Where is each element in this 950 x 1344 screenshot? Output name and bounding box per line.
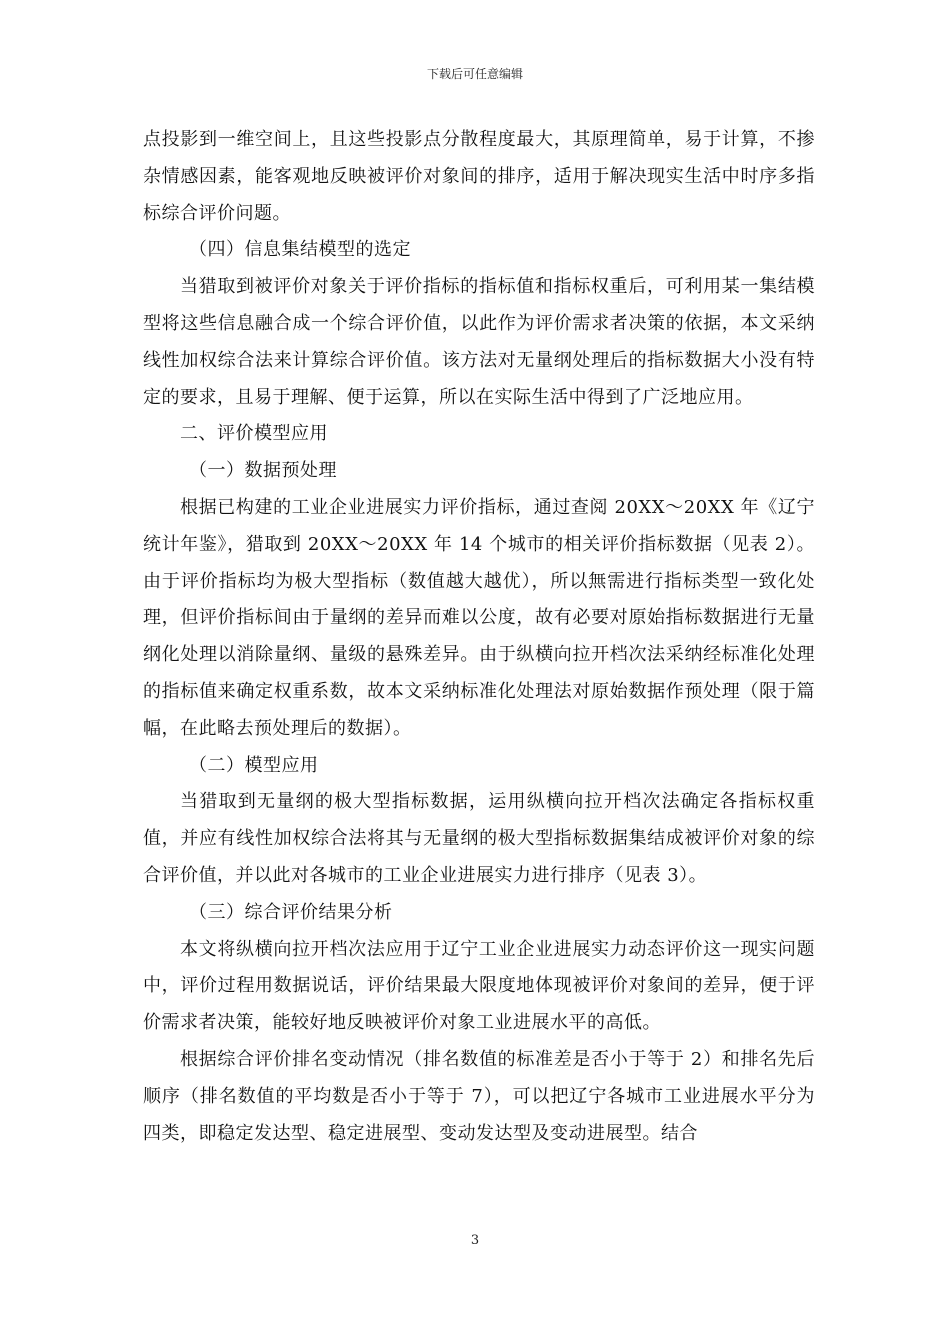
paragraph-aggregation-model: 当猎取到被评价对象关于评价指标的指标值和指标权重后，可利用某一集结模型将这些信息融合成一个综合评价值，以此作为评价需求者决策的依据，本文采纳线性加权综合法来计算综合评价值。该方法对无量纲处理后的指标数据大小没有特定的要求，且易于理解、便于运算，所以在实际生活中得到了广泛地应用。 <box>143 276 815 408</box>
page-header: 下载后可任意编辑 <box>426 67 523 81</box>
paragraph-continuation: 点投影到一维空间上，且这些投影点分散程度最大，其原理简单，易于计算，不掺杂情感因素，能客观地反映被评价对象间的排序，适用于解决现实生活中时序多指标综合评价问题。 <box>143 129 815 224</box>
page-number: 3 <box>470 1233 480 1248</box>
paragraph-model-use: 当猎取到无量纲的极大型指标数据，运用纵横向拉开档次法确定各指标权重值，并应有线性加权综合法将其与无量纲的极大型指标数据集结成被评价对象的综合评价值，并以此对各城市的工业企业进展实力进行排序（见表 3）。 <box>143 791 815 886</box>
subheading-result-analysis: （三）综合评价结果分析 <box>189 901 393 923</box>
subheading-model-use: （二）模型应用 <box>189 754 319 776</box>
section-heading-model-application: 二、评价模型应用 <box>180 423 328 445</box>
paragraph-classification: 根据综合评价排名变动情况（排名数值的标准差是否小于等于 2）和排名先后顺序（排名数值的平均数是否小于等于 7），可以把辽宁各城市工业进展水平分为四类，即稳定发达型、稳定进展型、变动发达型及变动进展型。结合 <box>143 1048 815 1144</box>
document-body <box>143 122 815 1152</box>
subheading-data-preprocessing: （一）数据预处理 <box>189 460 337 482</box>
subheading-info-aggregation: （四）信息集结模型的选定 <box>189 239 411 261</box>
paragraph-data-preprocessing: 根据已构建的工业企业进展实力评价指标，通过查阅 20XX～20XX 年《辽宁统计年鉴》，猎取到 20XX～20XX 年 14 个城市的相关评价指标数据（见表 2）。由于评价指标均为极大型指标（数值越大越优），所以無需进行指标类型一致化处理，但评价指标间由于量纲的差异而难以公度，故有必要对原始指标数据进行无量纲化处理以消除量纲、量级的悬殊差异。由于纵横向拉开档次法采纳经标准化处理的指标值来确定权重系数，故本文采纳标准化处理法对原始数据作预处理（限于篇幅，在此略去预处理后的数据）。 <box>143 496 815 739</box>
paragraph-result-analysis: 本文将纵横向拉开档次法应用于辽宁工业企业进展实力动态评价这一现实问题中，评价过程用数据说话，评价结果最大限度地体现被评价对象间的差异，便于评价需求者决策，能较好地反映被评价对象工业进展水平的高低。 <box>143 938 815 1034</box>
